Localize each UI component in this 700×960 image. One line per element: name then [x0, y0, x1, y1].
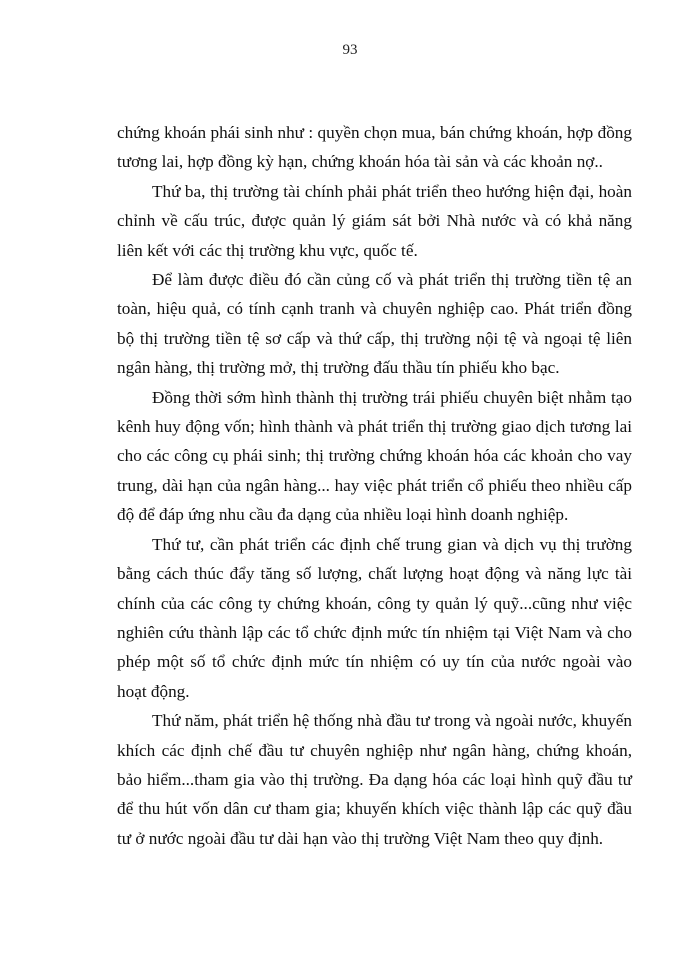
paragraph-4: Đồng thời sớm hình thành thị trường trái phiếu chuyên biệt nhằm tạo kênh huy động vốn; hình thành và phát triển thị trường giao dịch tương lai cho các công cụ phái sinh; thị trường chứng khoán hóa các khoản cho vay trung, dài hạn của ngân hàng... hay việc phát triển cổ phiếu theo nhiều cấp độ để đáp ứng nhu cầu đa dạng của nhiều loại hình doanh nghiệp. [117, 387, 632, 525]
paragraph-1: chứng khoán phái sinh như : quyền chọn mua, bán chứng khoán, hợp đồng tương lai, hợp đồng kỳ hạn, chứng khoán hóa tài sản và các khoản nợ.. [117, 123, 632, 172]
paragraph-3: Để làm được điều đó cần củng cố và phát triển thị trường tiền tệ an toàn, hiệu quả, có tính cạnh tranh và chuyên nghiệp cao. Phát triển đồng bộ thị trường tiền tệ sơ cấp và thứ cấp, thị trường nội tệ và ngoại tệ liên ngân hàng, thị trường mở, thị trường đấu thầu tín phiếu kho bạc. [117, 270, 632, 378]
paragraph-2: Thứ ba, thị trường tài chính phải phát triển theo hướng hiện đại, hoàn chỉnh về cấu trúc, được quản lý giám sát bởi Nhà nước và có khả năng liên kết với các thị trường khu vực, quốc tế. [117, 181, 632, 260]
paragraph-5: Thứ tư, cần phát triển các định chế trung gian và dịch vụ thị trường bằng cách thúc đẩy tăng số lượng, chất lượng hoạt động và năng lực tài chính của các công ty chứng khoán, công ty quản lý quỹ...cũng như việc nghiên cứu thành lập các tổ chức định mức tín nhiệm tại Việt Nam và cho phép một số tổ chức định mức tín nhiệm có uy tín của nước ngoài vào hoạt động. [117, 534, 632, 701]
document-body [117, 118, 632, 853]
page-number: 93 [342, 42, 358, 58]
paragraph-6: Thứ năm, phát triển hệ thống nhà đầu tư trong và ngoài nước, khuyến khích các định chế đầu tư chuyên nghiệp như ngân hàng, chứng khoán, bảo hiểm...tham gia vào thị trường. Đa dạng hóa các loại hình quỹ đầu tư để thu hút vốn dân cư tham gia; khuyến khích việc thành lập các quỹ đầu tư ở nước ngoài đầu tư dài hạn vào thị trường Việt Nam theo quy định. [117, 711, 632, 848]
